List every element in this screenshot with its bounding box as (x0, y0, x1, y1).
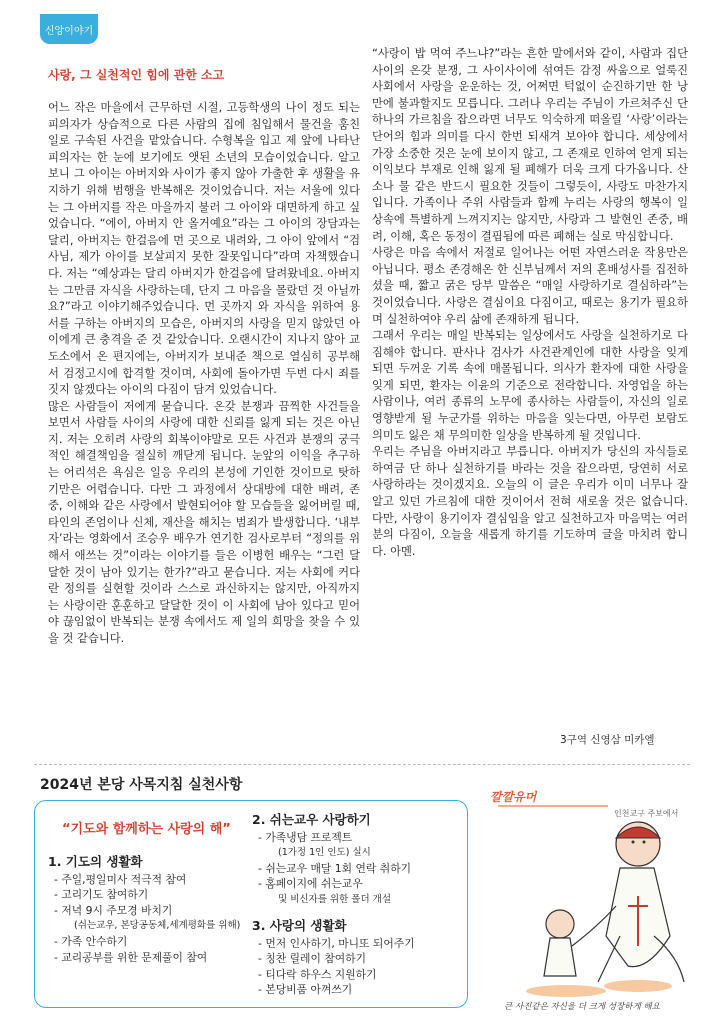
list-item: - 고리기도 참여하기 (54, 888, 149, 902)
article-paragraph: 어느 작은 마을에서 근무하던 시절, 고등학생의 나이 정도 되는 피의자가 상습적으로 다른 사람의 집에 침입해서 물건을 훔친 일로 구속된 사건을 맡았습니다. 수형복을 입고 제 앞에 나타난 피의자는 한 눈에 보기에도 앳된 소년의 모습이었습니다. 알고 보니 그 아이는 아버지와 사이가 좋지 않아 가출한 후 생활을 유지하기 위해 범행을 반복해온 것이었습니다. 저는 서울에 있다는 그 아버지를 작은 마을까지 불러 그 아이와 대면하게 하고 싶었습니다. “에이, 아버지 안 올거예요”라는 그 아이의 장담과는 달리, 아버지는 한걸음에 먼 곳으로 내려와, 그 아이 앞에서 “검사님, 제가 아이를 보살피지 못한 잘못입니다”라며 자책했습니다. 저는 “예상과는 달리 아버지가 한걸음에 달려왔네요. 아버지는 그만큼 자식을 사랑하는데, 단지 그 마음을 몰랐던 것 아닐까요?”라고 이야기해주었습니다. 먼 곳까지 와 자식을 위하여 용서를 구하는 아버지의 모습은, 아버지의 사랑을 믿지 않았던 아이에게 큰 충격을 준 것 같았습니다. 오랜시간이 지나지 않아 교도소에서 온 편지에는, 아버지가 보내준 책으로 열심히 공부해서 검정고시에 합격할 것이며, 사회에 돌아가면 두번 다시 죄를 짓지 않겠다는 아이의 다짐이 담겨 있었습니다. (48, 101, 360, 397)
cartoon-title: 깔깔유머 (490, 790, 537, 804)
article-paragraph: 우리는 주님을 아버지라고 부릅니다. 아버지가 당신의 자식들로 하여금 단 하나 실천하기를 바라는 것을 잡으라면, 당연히 서로 사랑하라는 것이겠지요. 오늘의 이 글은 우리가 이미 너무나 잘 알고 있던 가르침에 대한 것이어서 전혀 새로울 것은 없습니다. 다만, 사랑이 용기이자 결심임을 알고 실천하고자 마음먹는 여러분의 다짐이, 오늘을 새롭게 하기를 기도하며 글을 마치려 합니다. 아멘. (372, 445, 688, 558)
list-item: - 먼저 인사하기, 마니또 되어주기 (258, 936, 415, 950)
guidelines-slogan: “기도와 함께하는 사랑의 해” (62, 822, 231, 837)
article-right-column (372, 46, 688, 560)
list-item: (1가정 1인 인도) 실시 (278, 847, 371, 859)
article-paragraph: 많은 사람들이 저에게 묻습니다. 온갖 분쟁과 끔찍한 사건들을 보면서 사람들 사이의 사랑에 대한 신뢰를 잃게 되는 것은 아닌지. 저는 오히려 사랑의 회복이야말로 모든 사건과 분쟁의 궁극적인 해결책임을 절실히 깨닫게 됩니다. 눈앞의 이익을 추구하는 어리석은 욕심은 일응 우리의 본성에 기인한 것이므로 탓하기만은 어렵습니다. 다만 그 과정에서 상대방에 대한 배려, 존중, 이해와 같은 사랑에서 발현되어야 할 모습들을 잃어버릴 때, 타인의 존엄이나 신체, 재산을 해치는 범죄가 발생합니다. ‘내부자’라는 영화에서 조승우 배우가 연기한 검사로부터 “정의를 위해서 애쓰는 것”이라는 이야기를 들은 이병헌 배우는 “그런 달달한 것이 남아 있기는 한가?”라고 묻습니다. 저는 사회에 커다란 정의를 실현할 것이라 스스로 과신하지는 않지만, 아직까지는 사랑이란 훈훈하고 달달한 것이 이 사회에 남아 있다고 믿어야 끊임없이 반복되는 분쟁 속에서도 제 일의 희망을 찾을 수 있을 것 같습니다. (48, 399, 360, 645)
list-item: - 교리공부를 위한 문제풀이 참여 (54, 950, 208, 964)
list-item: - 가족냉담 프로젝트 (258, 830, 353, 844)
love-guideline (252, 918, 462, 998)
inactive-heading: 2. 쉬는교우 사랑하기 (252, 812, 371, 827)
love-heading: 3. 사랑의 생활화 (252, 918, 347, 933)
prayer-guideline (48, 854, 248, 965)
list-item: - 저녁 9시 주모경 바치기 (54, 903, 173, 917)
list-item: - 홈페이지에 쉬는교우 (258, 877, 363, 891)
cartoon-illustration (488, 786, 694, 1012)
list-item: - 가족 안수하기 (54, 934, 128, 948)
list-item: - 본당비품 아껴쓰기 (258, 983, 353, 997)
article-left-column (48, 100, 360, 648)
prayer-heading: 1. 기도의 생활화 (48, 854, 143, 869)
list-item: - 티다락 하우스 지원하기 (258, 967, 377, 981)
article-title: 사랑, 그 실천적인 힘에 관한 소고 (48, 68, 225, 82)
list-item: (쉬는교우, 본당공동체,세계평화를 위해) (74, 920, 241, 932)
article-paragraph: 그래서 우리는 매일 반복되는 일상에서도 사랑을 실천하기로 다짐해야 합니다. 판사나 검사가 사건관계인에 대한 사랑을 잊게 되면 두꺼운 기록 속에 매몰됩니다. 의사가 환자에 대한 사랑을 잊게 되면, 환자는 이윤의 기준으로 전락합니다. 자영업을 하는 사람이나, 여러 종류의 노무에 종사하는 사람들이, 자신의 일로 영향받게 될 누군가를 위하는 마음을 잊는다면, 아무런 보람도 의미도 잃은 채 무의미한 일상을 반복하게 될 것입니다. (372, 329, 688, 442)
article-paragraph: 사랑은 마음 속에서 저절로 일어나는 어떤 자연스러운 작용만은 아닙니다. 평소 존경해온 한 신부님께서 저의 혼배성사를 집전하셨을 때, 짧고 굵은 당부 말씀은 “매일 사랑하기로 결심하라”는 것이었습니다. 사랑은 결심이요 다짐이고, 때로는 용기가 필요하며 실천하여야 우리 삶에 존재하게 됩니다. (372, 246, 688, 326)
cartoon-caption: 큰 사진같은 자신을 더 크게 성장하게 해요 (504, 1002, 660, 1012)
cartoon-source: 인천교구 주보에서 (614, 809, 679, 818)
article-author: 3구역 신영삼 미카엘 (560, 734, 655, 746)
guidelines-title: 2024년 본당 사목지침 실천사항 (40, 777, 243, 793)
list-item: - 주일,평일미사 적극적 참여 (54, 872, 187, 886)
list-item: - 쉬는교우 매달 1회 연락 취하기 (258, 861, 412, 875)
section-divider (34, 764, 690, 765)
inactive-guideline (252, 812, 462, 908)
article-paragraph: “사랑이 밥 먹여 주느냐?”라는 흔한 말에서와 같이, 사람과 집단 사이의 온갖 분쟁, 그 사이사이에 섞여든 감정 싸움으로 얼룩진 사회에서 사랑을 운운하는 것, 어쩌면 턱없이 순진하기만 한 낭만에 불과할지도 모릅니다. 그러나 우리는 주님이 가르쳐주신 단 하나의 가르침을 잡으라면 너무도 익숙하게 떠올릴 ‘사랑’이라는 단어의 힘과 의미를 다시 한번 되새겨 보아야 합니다. 세상에서 가장 소중한 것은 눈에 보이지 않고, 그 존재로 인하여 얻게 되는 이익보다 부재로 인해 잃게 될 폐해가 더욱 크게 다가옵니다. 산소나 물 같은 반드시 필요한 것들이 그렇듯이, 사랑도 마찬가지입니다. 가족이나 주위 사람들과 함께 누리는 사랑의 행복이 일상속에 특별하게 느껴지지는 않지만, 사랑과 그 발현인 존중, 배려, 이해, 혹은 동정이 결핍됨에 따른 폐해는 실로 막심합니다. (372, 47, 688, 243)
list-item: - 칭찬 릴레이 참여하기 (258, 952, 367, 966)
list-item: 및 비신자를 위한 폴더 개설 (278, 893, 392, 905)
category-tag: 신앙이야기 (40, 14, 98, 44)
